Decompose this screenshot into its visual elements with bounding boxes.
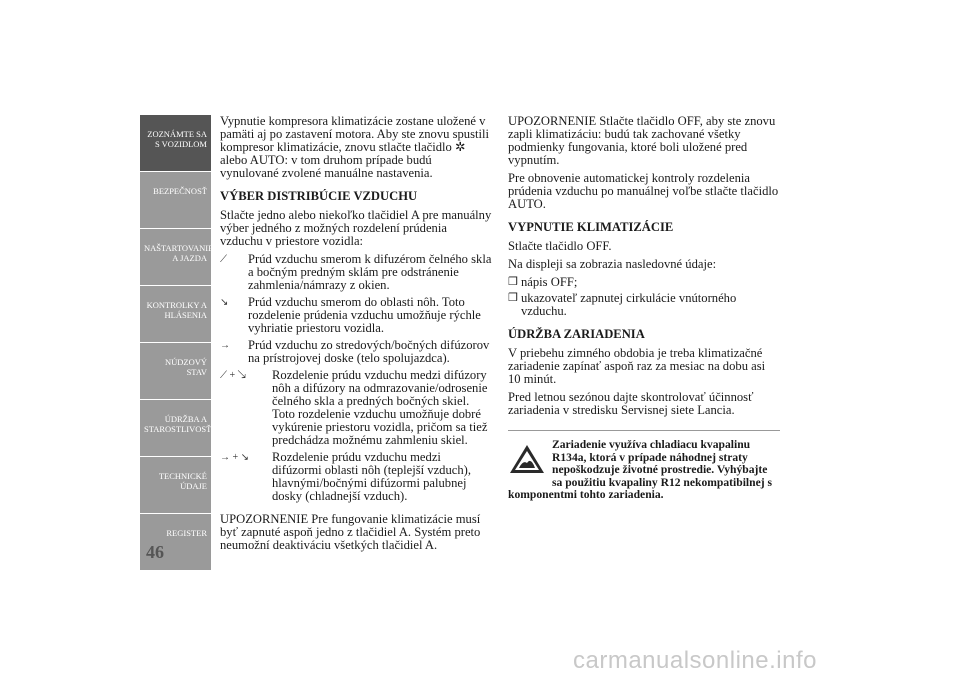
position-item: → + ↘ Rozdelenie prúdu vzduchu medzi difúzormi oblasti nôh (teplejší vzduch), hlavnými/bočnými difúzormi palubnej dosky (chladnejší vzduch). [220, 450, 472, 503]
feet-airflow-icon: ↘ [220, 297, 229, 308]
tab-udrzba[interactable]: ÚDRŽBA A STAROSTLIVOSŤ [140, 400, 212, 456]
tab-nastartovanie[interactable]: NAŠTARTOVANIE A JAZDA [140, 229, 212, 285]
tab-register[interactable]: REGISTER [140, 514, 212, 570]
watermark: carmanualsonline.info [573, 647, 817, 674]
paragraph-off-1: Stlačte tlačidlo OFF. [508, 239, 612, 253]
note-paragraph: UPOZORNENIE Pre fungovanie klimatizácie musí byť zapnuté aspoň jedno z tlačidiel A. Systém preto neumožní deaktiváciu všetkých tlačidiel A. [220, 512, 481, 552]
page-number: 46 [146, 542, 164, 562]
warning-box: Zariadenie využíva chladiacu kvapalinu R134a, ktorá v prípade náhodnej straty nepoškodzuje životné prostredie. Vyhýbajte sa použitiu kvapaliny R12 nekompatibilnej s komponentmi tohto zariadenia. [508, 438, 773, 501]
windshield-feet-airflow-icon: ⟋ + ↘ [220, 370, 246, 381]
checkbox-bullet-icon: ❒ [508, 292, 518, 304]
paragraph-distribucia: Stlačte jedno alebo niekoľko tlačidiel A pre manuálny výber jedného z možných rozdelení prúdenia vzduchu v priestore vozidla: [220, 208, 492, 248]
paragraph-maintenance-1: V priebehu zimného obdobia je treba klimatizačné zariadenie zapínať aspoň raz za mesiac na dobu asi 10 minút. [508, 346, 766, 386]
dashboard-airflow-icon: → [220, 340, 230, 351]
position-item: ↘ Prúd vzduchu smerom do oblasti nôh. Toto rozdelenie prúdenia vzduchu umožňuje rýchle vyhriatie priestoru vozidla. [220, 295, 481, 335]
position-item: ⟋ + ↘ Rozdelenie prúdu vzduchu medzi difúzory nôh a difúzory na odmrazovanie/odrosenie čelného skla a predných bočných skiel. Toto rozdelenie vzduchu umožňuje dobré vykúrenie priestoru vozidla, pričom sa tiež predchádza možnému zahmleniu skiel. [220, 368, 488, 447]
tab-kontrolky[interactable]: KONTROLKY A HLÁSENIA [140, 286, 212, 342]
paragraph-restore: Pre obnovenie automatickej kontroly rozdelenia prúdenia vzduchu po manuálnej voľbe stlačte tlačidlo AUTO. [508, 171, 779, 211]
heading-vypnutie: VYPNUTIE KLIMATIZÁCIE [508, 220, 674, 234]
note-off: UPOZORNENIE Stlačte tlačidlo OFF, aby ste znovu zapli klimatizáciu: budú tak zachované všetky podmienky fungovania, ktoré boli uložené pred vypnutím. [508, 114, 776, 167]
tab-zoznamte-sa[interactable]: ZOZNÁMTE SA S VOZIDLOM [140, 115, 212, 171]
list-item: ❒ nápis OFF; [508, 275, 578, 289]
windshield-airflow-icon: ⟋ [220, 254, 227, 265]
divider [508, 430, 780, 431]
intro-paragraph: Vypnutie kompresora klimatizácie zostane uložené v pamäti aj po zastavení motora. Aby ste znovu spustili kompresor klimatizácie, znovu stlačte tlačidlo ✲ alebo AUTO: v tom druhom prípade budú vynulované zvolené manuálne nastavenia. [220, 114, 489, 180]
paragraph-off-2: Na displeji sa zobrazia nasledovné údaje: [508, 257, 717, 271]
heading-udrzba: ÚDRŽBA ZARIADENIA [508, 327, 645, 341]
chapter-sidebar [140, 115, 212, 571]
tab-technicke-udaje[interactable]: TECHNICKÉ ÚDAJE [140, 457, 212, 513]
checkbox-bullet-icon: ❒ [508, 276, 518, 288]
right-column [508, 115, 780, 502]
position-item: → Prúd vzduchu zo stredových/bočných difúzorov na prístrojovej doske (telo spolujazdca). [220, 338, 490, 365]
dashboard-feet-airflow-icon: → + ↘ [220, 452, 250, 463]
paragraph-maintenance-2: Pred letnou sezónou dajte skontrolovať účinnosť zariadenia v stredisku Servisnej siete Lancia. [508, 390, 754, 417]
tab-bezpecnost[interactable]: BEZPEČNOSŤ [140, 172, 212, 228]
position-item: ⟋ Prúd vzduchu smerom k difuzérom čelného skla a bočným predným sklám pre odstránenie zahmlenia/námrazy z okien. [220, 252, 492, 292]
snowflake-icon: ✲ [455, 140, 466, 154]
tab-nudzovy-stav[interactable]: NÚDZOVÝ STAV [140, 343, 212, 399]
left-column [220, 115, 492, 557]
heading-distribucia: VÝBER DISTRIBÚCIE VZDUCHU [220, 189, 418, 203]
environment-warning-icon [508, 443, 546, 475]
list-item: ❒ ukazovateľ zapnutej cirkulácie vnútorného vzduchu. [508, 291, 737, 318]
